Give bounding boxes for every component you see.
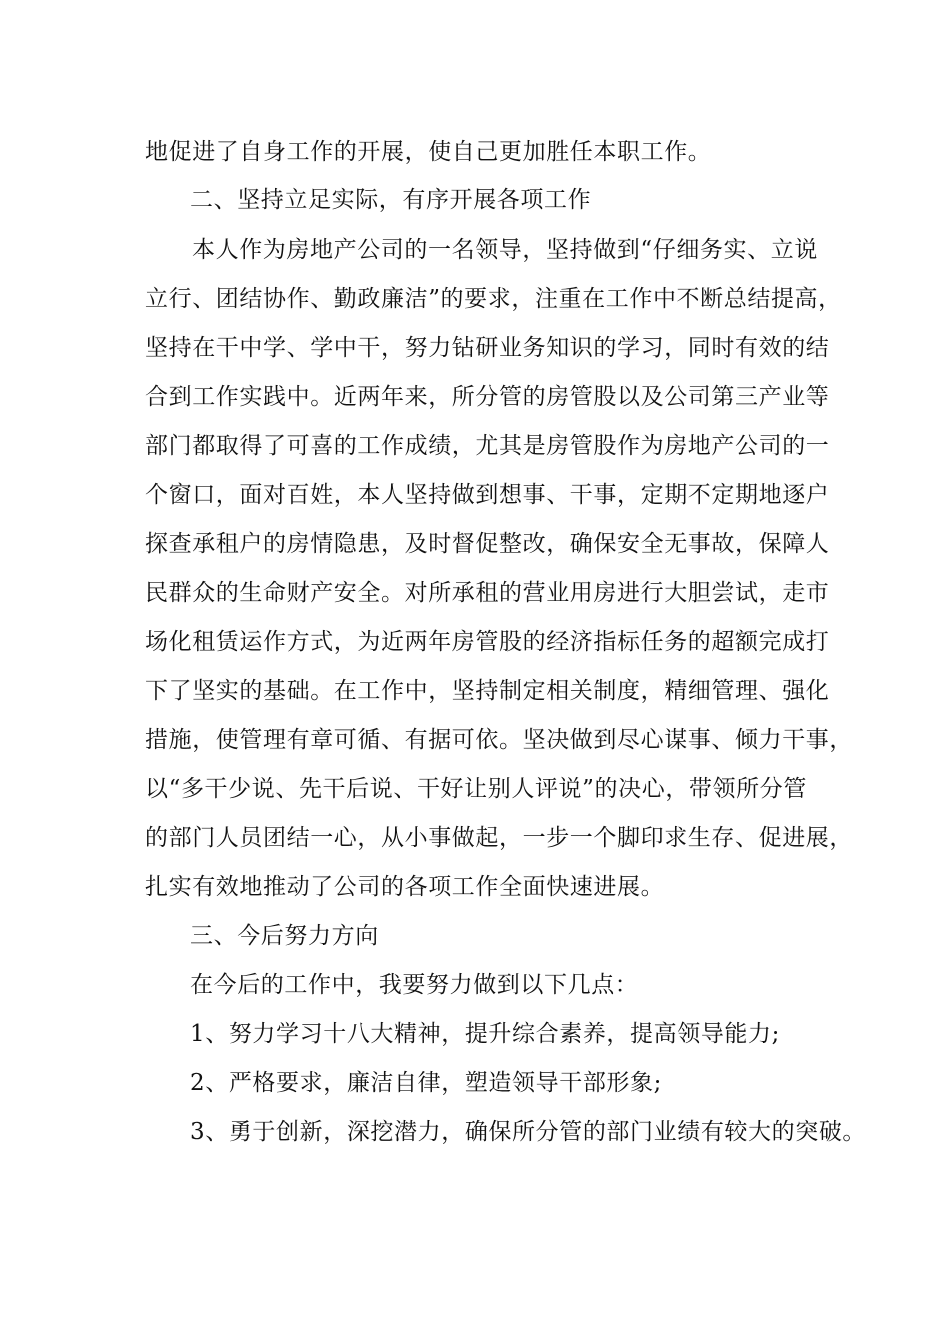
text-line: 探查承租户的房情隐患，及时督促整改，确保安全无事故，保障人 (145, 531, 830, 557)
text-line: 合到工作实践中。近两年来，所分管的房管股以及公司第三产业等 (145, 384, 830, 410)
section-heading-3: 三、今后努力方向 (190, 923, 379, 949)
text-line: 本人作为房地产公司的一名领导，坚持做到“仔细务实、立说 (192, 237, 818, 263)
text-line: 下了坚实的基础。在工作中，坚持制定相关制度，精细管理、强化 (145, 678, 830, 704)
text-line: 的部门人员团结一心，从小事做起，一步一个脚印求生存、促进展， (145, 825, 853, 851)
list-item: 1、努力学习十八大精神，提升综合素养，提高领导能力; (190, 1021, 780, 1047)
text-line: 地促进了自身工作的开展，使自己更加胜任本职工作。 (145, 139, 712, 165)
text-line: 在今后的工作中，我要努力做到以下几点： (190, 972, 639, 998)
text-line: 部门都取得了可喜的工作成绩，尤其是房管股作为房地产公司的一 (145, 433, 830, 459)
section-heading-2: 二、坚持立足实际，有序开展各项工作 (190, 187, 592, 213)
text-line: 立行、团结协作、勤政廉洁”的要求，注重在工作中不断总结提高， (145, 286, 842, 312)
text-line: 场化租赁运作方式，为近两年房管股的经济指标任务的超额完成打 (145, 629, 830, 655)
text-line: 民群众的生命财产安全。对所承租的营业用房进行大胆尝试，走市 (145, 580, 830, 606)
text-line: 以“多干少说、先干后说、干好让别人评说”的决心，带领所分管 (145, 776, 807, 802)
text-line: 坚持在干中学、学中干，努力钻研业务知识的学习，同时有效的结 (145, 335, 830, 361)
text-line: 个窗口，面对百姓，本人坚持做到想事、干事，定期不定期地逐户 (145, 482, 830, 508)
list-item: 2、严格要求，廉洁自律，塑造领导干部形象; (190, 1070, 662, 1096)
list-item: 3、勇于创新，深挖潜力，确保所分管的部门业绩有较大的突破。 (190, 1119, 867, 1145)
text-line: 扎实有效地推动了公司的各项工作全面快速进展。 (145, 874, 665, 900)
text-line: 措施，使管理有章可循、有据可依。坚决做到尽心谋事、倾力干事， (145, 727, 853, 753)
